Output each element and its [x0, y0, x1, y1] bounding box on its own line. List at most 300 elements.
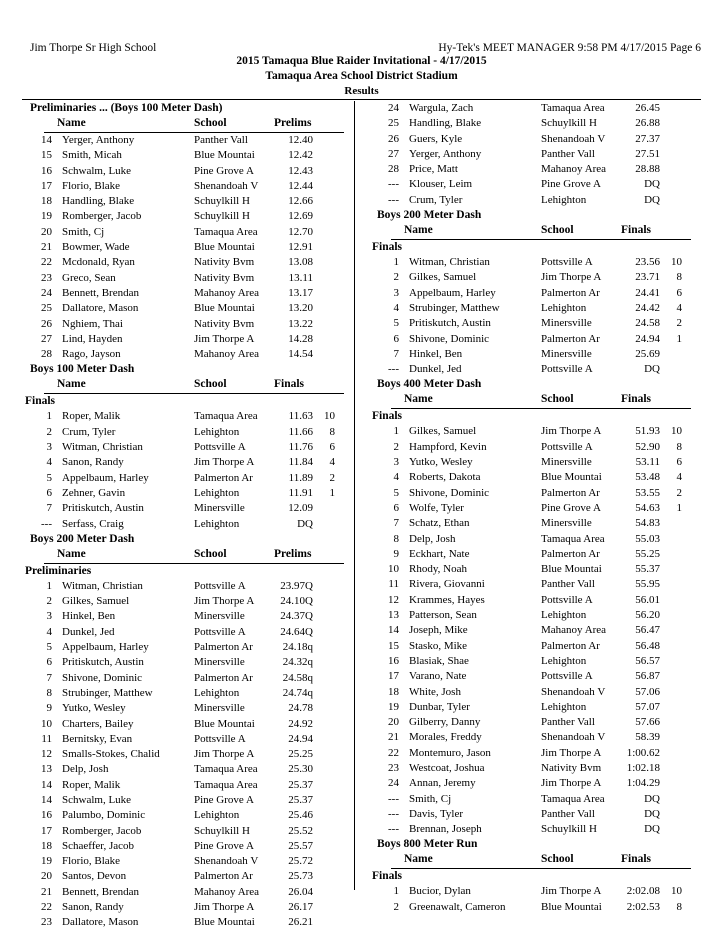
row-result-time: 25.69: [635, 347, 660, 360]
row-place: 1: [393, 425, 399, 438]
event-block: [369, 837, 701, 915]
row-athlete-name: White, Josh: [409, 685, 461, 698]
row-result-time: 56.20: [635, 609, 660, 622]
row-athlete-name: Davis, Tyler: [409, 807, 464, 820]
row-athlete-name: Strubinger, Matthew: [409, 301, 500, 314]
table-row: [369, 347, 701, 362]
row-result-time: 25.37: [288, 793, 313, 806]
table-row: [369, 486, 701, 501]
event-block: [369, 377, 701, 837]
table-row: [369, 286, 701, 301]
row-place: 6: [46, 656, 52, 669]
row-result-time: 24.42: [635, 301, 660, 314]
row-athlete-name: Westcoat, Joshua: [409, 761, 485, 774]
row-school: Blue Mountai: [194, 149, 255, 162]
row-result-time: 26.17: [288, 901, 313, 914]
row-school: Lehighton: [194, 809, 240, 822]
row-place: 28: [388, 163, 399, 176]
row-result-time: 26.04: [288, 885, 313, 898]
row-result-time: 12.40: [288, 134, 313, 146]
row-athlete-name: Bucior, Dylan: [409, 885, 471, 898]
row-athlete-name: Schwalm, Luke: [62, 793, 132, 806]
row-place: 12: [388, 593, 399, 606]
row-school: Jim Thorpe A: [541, 746, 602, 759]
row-school: Pottsville A: [194, 732, 246, 745]
row-result-time: 24.92: [288, 717, 313, 730]
table-row: [369, 132, 701, 147]
results-table: [369, 255, 701, 377]
row-athlete-name: Serfass, Craig: [62, 517, 124, 530]
table-row: [22, 762, 354, 777]
round-label: Finals: [372, 410, 403, 423]
row-place: ---: [41, 517, 52, 530]
row-result-time: 25.72: [288, 855, 313, 868]
row-athlete-name: Yerger, Anthony: [62, 134, 135, 146]
row-result-time: 12.09: [288, 502, 313, 515]
row-athlete-name: Roper, Malik: [62, 778, 121, 791]
row-place: 13: [41, 763, 52, 776]
row-school: Jim Thorpe A: [194, 901, 255, 914]
row-place: 6: [46, 486, 52, 499]
row-school: Panther Vall: [541, 147, 595, 160]
column-header-name: Name: [404, 393, 433, 406]
row-school: Blue Mountai: [194, 302, 255, 315]
row-place: 22: [41, 256, 52, 269]
table-row: [369, 362, 701, 377]
row-points: 4: [676, 301, 682, 314]
row-school: Palmerton Ar: [194, 471, 253, 484]
row-school: Panther Vall: [541, 578, 595, 591]
row-school: Minersville: [194, 502, 245, 515]
table-row: [22, 625, 354, 640]
row-place: 6: [393, 332, 399, 345]
table-row: [22, 194, 354, 209]
row-points: 1: [676, 332, 682, 345]
row-place: 2: [393, 271, 399, 284]
row-place: 4: [393, 301, 399, 314]
results-column-left: [22, 101, 354, 931]
row-school: Mahanoy Area: [541, 624, 607, 637]
row-school: Minersville: [541, 517, 592, 530]
table-row: [22, 594, 354, 609]
row-school: Nativity Bvm: [541, 761, 602, 774]
table-column-headers: [369, 392, 701, 408]
row-result-time: 24.74q: [282, 686, 313, 699]
row-school: Lehighton: [541, 609, 587, 622]
table-row: [22, 869, 354, 884]
table-row: [22, 854, 354, 869]
row-place: 11: [41, 732, 52, 745]
row-school: Palmerton Ar: [194, 671, 253, 684]
row-school: Lehighton: [194, 486, 240, 499]
event-title: Boys 100 Meter Dash: [30, 363, 135, 376]
row-athlete-name: Greco, Sean: [62, 271, 116, 284]
row-athlete-name: Appelbaum, Harley: [62, 471, 149, 484]
row-school: Panther Vall: [541, 807, 595, 820]
row-points: 2: [676, 486, 682, 499]
row-athlete-name: Morales, Freddy: [409, 731, 482, 744]
row-place: 8: [46, 686, 52, 699]
results-table: [22, 579, 354, 931]
row-result-time: 11.84: [288, 456, 313, 469]
results-table: [22, 409, 354, 531]
event-title: Boys 200 Meter Dash: [30, 532, 135, 545]
row-place: 16: [41, 809, 52, 822]
row-place: 21: [388, 731, 399, 744]
row-school: Tamaqua Area: [194, 410, 258, 423]
round-label: Preliminaries: [25, 564, 92, 577]
table-row: [22, 900, 354, 915]
table-row: [22, 717, 354, 732]
row-school: Palmerton Ar: [541, 639, 600, 652]
row-place: 17: [41, 824, 52, 837]
row-athlete-name: Smith, Cj: [409, 792, 452, 805]
row-place: 25: [388, 117, 399, 130]
row-athlete-name: Yutko, Wesley: [409, 456, 473, 469]
table-row: [22, 317, 354, 332]
row-result-time: 23.71: [635, 271, 660, 284]
row-result-time: 55.95: [635, 578, 660, 591]
row-result-time: 24.10Q: [280, 595, 313, 608]
round-label: Finals: [25, 395, 56, 408]
table-row: [22, 301, 354, 316]
row-result-time: 58.39: [635, 731, 660, 744]
row-athlete-name: Sanon, Randy: [62, 456, 124, 469]
table-row: [22, 209, 354, 224]
row-athlete-name: Florio, Blake: [62, 855, 121, 868]
table-row: [369, 301, 701, 316]
table-row: [369, 101, 701, 116]
row-result-time: 13.22: [288, 317, 313, 330]
table-row: [22, 778, 354, 793]
table-column-headers: [22, 547, 354, 563]
row-result-time: 25.30: [288, 763, 313, 776]
row-athlete-name: Yutko, Wesley: [62, 702, 126, 715]
row-place: 9: [393, 547, 399, 560]
software-stamp: Hy-Tek's MEET MANAGER 9:58 PM 4/17/2015 Page 6: [438, 42, 701, 54]
event-block: [22, 362, 354, 531]
row-place: 4: [46, 625, 52, 638]
row-result-time: 13.11: [288, 271, 313, 284]
row-place: 23: [41, 916, 52, 929]
row-place: 7: [46, 671, 52, 684]
row-athlete-name: Schaeffer, Jacob: [62, 839, 135, 852]
row-school: Lehighton: [194, 517, 240, 530]
row-school: Minersville: [541, 456, 592, 469]
row-school: Lehighton: [541, 301, 587, 314]
row-school: Nativity Bvm: [194, 271, 255, 284]
row-school: Panther Vall: [194, 134, 248, 146]
row-place: 24: [388, 102, 399, 114]
row-school: Jim Thorpe A: [541, 271, 602, 284]
table-column-headers: [369, 223, 701, 239]
row-school: Jim Thorpe A: [541, 777, 602, 790]
row-place: 12: [41, 748, 52, 761]
table-row: [22, 271, 354, 286]
row-result-time: 11.63: [288, 410, 313, 423]
table-row: [369, 424, 701, 439]
meet-title: 2015 Tamaqua Blue Raider Invitational - 4/17/2015: [236, 55, 487, 67]
table-row: [22, 793, 354, 808]
row-school: Minersville: [194, 702, 245, 715]
row-place: 23: [388, 761, 399, 774]
row-place: 21: [41, 241, 52, 254]
row-result-time: 52.90: [635, 440, 660, 453]
row-school: Shenandoah V: [194, 855, 259, 868]
row-school: Nativity Bvm: [194, 256, 255, 269]
column-header-school: School: [194, 547, 227, 560]
table-row: [22, 164, 354, 179]
row-school: Lehighton: [541, 700, 587, 713]
row-school: Blue Mountai: [194, 717, 255, 730]
column-header-result: Finals: [621, 853, 652, 866]
table-row: [22, 286, 354, 301]
table-row: [22, 347, 354, 362]
row-athlete-name: Hinkel, Ben: [409, 347, 463, 360]
row-place: ---: [388, 193, 399, 206]
row-athlete-name: Bernitsky, Evan: [62, 732, 133, 745]
table-row: [22, 425, 354, 440]
row-athlete-name: Shivone, Dominic: [62, 671, 143, 684]
row-result-time: 53.11: [635, 456, 660, 469]
row-place: 19: [41, 855, 52, 868]
row-school: Schuylkill H: [541, 117, 597, 130]
row-place: 26: [388, 132, 399, 145]
event-block: [369, 101, 701, 208]
table-row: [369, 270, 701, 285]
results-table: [369, 884, 701, 915]
row-result-time: 12.42: [288, 149, 313, 162]
event-title: Boys 800 Meter Run: [377, 838, 478, 851]
table-row: [22, 440, 354, 455]
row-school: Schuylkill H: [194, 210, 250, 223]
column-header-result: Finals: [621, 393, 652, 406]
row-school: Tamaqua Area: [194, 778, 258, 791]
row-school: Mahanoy Area: [194, 348, 260, 361]
row-school: Lehighton: [194, 425, 240, 438]
column-header-name: Name: [57, 547, 86, 560]
row-result-time: 57.07: [635, 700, 660, 713]
table-column-headers: [22, 116, 354, 132]
row-athlete-name: Handling, Blake: [409, 117, 482, 130]
table-row: [369, 654, 701, 669]
row-place: 15: [388, 639, 399, 652]
row-athlete-name: Rhody, Noah: [409, 563, 467, 576]
row-place: 26: [41, 317, 52, 330]
page-header: [30, 41, 701, 55]
row-result-time: 12.69: [288, 210, 313, 223]
row-result-time: 25.46: [288, 809, 313, 822]
row-place: 7: [393, 347, 399, 360]
row-school: Pottsville A: [541, 593, 593, 606]
row-result-time: 12.44: [288, 179, 313, 192]
row-athlete-name: Roper, Malik: [62, 410, 121, 423]
row-athlete-name: Smalls-Stokes, Chalid: [62, 748, 160, 761]
event-block: [369, 208, 701, 377]
event-block: [22, 101, 354, 362]
table-row: [369, 147, 701, 162]
row-athlete-name: Wargula, Zach: [409, 102, 474, 114]
results-table: [22, 133, 354, 362]
results-label: Results: [344, 85, 379, 97]
row-school: Mahanoy Area: [194, 885, 260, 898]
row-place: 6: [393, 501, 399, 514]
row-school: Minersville: [194, 656, 245, 669]
row-place: 9: [46, 702, 52, 715]
column-header-name: Name: [404, 853, 433, 866]
row-place: 14: [41, 793, 52, 806]
table-row: [369, 593, 701, 608]
row-school: Palmerton Ar: [541, 332, 600, 345]
row-school: Shenandoah V: [541, 731, 606, 744]
table-row: [369, 470, 701, 485]
row-result-time: 12.70: [288, 225, 313, 238]
row-result-time: 24.64Q: [280, 625, 313, 638]
row-result-time: 23.56: [635, 256, 660, 269]
row-school: Jim Thorpe A: [541, 885, 602, 898]
row-place: 20: [388, 716, 399, 729]
row-athlete-name: Guers, Kyle: [409, 132, 463, 145]
row-result-time: 54.63: [635, 501, 660, 514]
table-row: [369, 193, 701, 208]
row-athlete-name: Dunkel, Jed: [409, 363, 462, 376]
event-title: Boys 200 Meter Dash: [377, 209, 482, 222]
row-result-time: 12.43: [288, 164, 313, 177]
row-result-time: 25.37: [288, 778, 313, 791]
table-row: [369, 501, 701, 516]
row-result-time: 11.66: [288, 425, 313, 438]
table-row: [22, 148, 354, 163]
row-athlete-name: Greenawalt, Cameron: [409, 900, 506, 913]
table-row: [22, 455, 354, 470]
row-school: Blue Mountai: [541, 900, 602, 913]
table-row: [369, 669, 701, 684]
row-athlete-name: Strubinger, Matthew: [62, 686, 153, 699]
column-header-result: Prelims: [274, 117, 312, 129]
row-result-time: 14.28: [288, 332, 313, 345]
row-result-time: 51.93: [635, 425, 660, 438]
row-result-time: 56.47: [635, 624, 660, 637]
row-points: 8: [329, 425, 335, 438]
row-athlete-name: Hinkel, Ben: [62, 610, 116, 623]
table-row: [22, 240, 354, 255]
row-result-time: DQ: [644, 792, 660, 805]
table-row: [22, 133, 354, 148]
row-school: Tamaqua Area: [541, 532, 605, 545]
row-place: 17: [388, 670, 399, 683]
row-athlete-name: Klouser, Leim: [409, 178, 473, 191]
row-result-time: 56.01: [635, 593, 660, 606]
row-school: Pine Grove A: [541, 178, 601, 191]
row-school: Pottsville A: [194, 625, 246, 638]
row-result-time: 24.78: [288, 702, 313, 715]
row-place: 14: [41, 778, 52, 791]
row-place: 13: [388, 609, 399, 622]
table-row: [369, 255, 701, 270]
row-points: 4: [676, 471, 682, 484]
table-row: [22, 225, 354, 240]
row-result-time: DQ: [644, 807, 660, 820]
row-place: 5: [46, 471, 52, 484]
column-header-name: Name: [57, 117, 86, 129]
row-school: Lehighton: [541, 654, 587, 667]
row-place: 1: [46, 410, 52, 423]
row-place: 7: [393, 517, 399, 530]
row-place: 19: [388, 700, 399, 713]
row-place: 5: [46, 641, 52, 654]
row-school: Minersville: [194, 610, 245, 623]
row-athlete-name: Appelbaum, Harley: [62, 641, 149, 654]
row-points: 1: [676, 501, 682, 514]
row-school: Palmerton Ar: [541, 486, 600, 499]
table-row: [369, 685, 701, 700]
row-athlete-name: Florio, Blake: [62, 179, 121, 192]
row-place: 22: [41, 901, 52, 914]
row-school: Palmerton Ar: [194, 641, 253, 654]
row-athlete-name: Bennett, Brendan: [62, 286, 139, 299]
row-place: 17: [41, 179, 52, 192]
table-row: [369, 700, 701, 715]
row-school: Tamaqua Area: [541, 792, 605, 805]
row-school: Jim Thorpe A: [194, 332, 255, 345]
column-header-school: School: [541, 853, 574, 866]
row-points: 6: [676, 456, 682, 469]
table-row: [22, 747, 354, 762]
table-row: [22, 808, 354, 823]
table-row: [369, 608, 701, 623]
column-divider-rule: [354, 101, 355, 890]
row-place: 2: [46, 595, 52, 608]
row-athlete-name: Delp, Josh: [409, 532, 456, 545]
row-athlete-name: Shivone, Dominic: [409, 332, 490, 345]
row-place: 25: [41, 302, 52, 315]
row-result-time: 13.20: [288, 302, 313, 315]
column-header-result: Prelims: [274, 547, 312, 560]
results-table: [369, 424, 701, 837]
row-athlete-name: Zehner, Gavin: [62, 486, 126, 499]
row-place: 10: [388, 563, 399, 576]
row-points: 6: [329, 441, 335, 454]
table-row: [22, 701, 354, 716]
results-table: [369, 101, 701, 208]
row-athlete-name: Mcdonald, Ryan: [62, 256, 135, 269]
row-athlete-name: Hampford, Kevin: [409, 440, 487, 453]
row-athlete-name: Rivera, Giovanni: [409, 578, 485, 591]
row-place: ---: [388, 792, 399, 805]
column-header-name: Name: [404, 224, 433, 237]
row-place: 24: [41, 286, 52, 299]
row-school: Tamaqua Area: [194, 225, 258, 238]
row-athlete-name: Gilkes, Samuel: [409, 271, 477, 284]
row-result-time: 55.25: [635, 547, 660, 560]
row-school: Pine Grove A: [194, 839, 254, 852]
table-row: [369, 316, 701, 331]
row-result-time: 55.03: [635, 532, 660, 545]
row-place: 3: [46, 610, 52, 623]
table-row: [22, 579, 354, 594]
row-result-time: 24.18q: [282, 641, 313, 654]
row-place: 14: [388, 624, 399, 637]
row-result-time: 12.91: [288, 241, 313, 254]
row-points: 1: [329, 486, 335, 499]
row-place: 20: [41, 225, 52, 238]
row-athlete-name: Roberts, Dakota: [409, 471, 481, 484]
row-place: ---: [388, 178, 399, 191]
row-result-time: DQ: [644, 363, 660, 376]
row-school: Pottsville A: [194, 579, 246, 592]
row-athlete-name: Santos, Devon: [62, 870, 127, 883]
row-school: Mahanoy Area: [541, 163, 607, 176]
